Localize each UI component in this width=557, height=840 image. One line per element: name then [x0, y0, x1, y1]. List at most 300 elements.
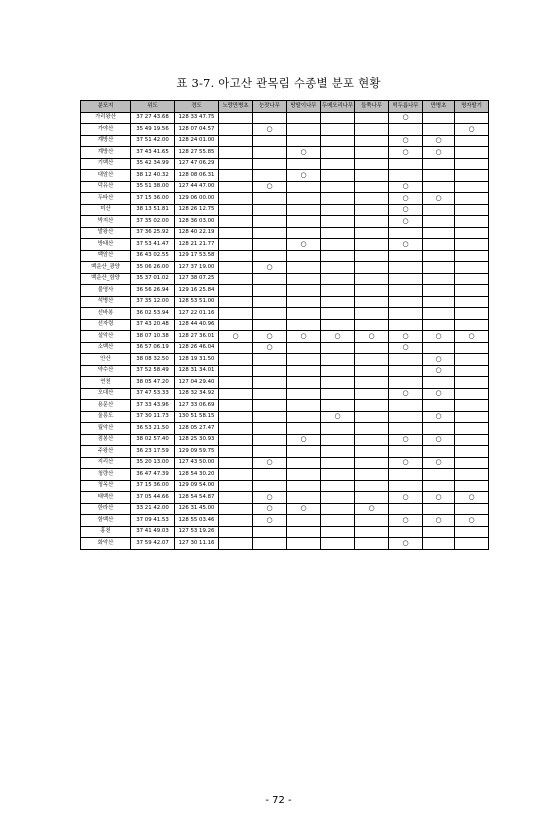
presence-mark: ○ [435, 147, 442, 156]
presence-cell [355, 285, 389, 297]
presence-cell [389, 308, 423, 320]
presence-cell [455, 273, 489, 285]
longitude-cell: 128 32 34.92 [175, 388, 219, 400]
presence-cell [287, 250, 321, 262]
presence-cell [219, 285, 253, 297]
presence-mark: ○ [368, 331, 375, 340]
presence-cell [253, 227, 287, 239]
presence-cell [455, 285, 489, 297]
presence-cell [355, 365, 389, 377]
site-name-cell: 청량산 [81, 469, 131, 481]
presence-cell [287, 285, 321, 297]
presence-cell [253, 181, 287, 193]
latitude-cell: 36 23 17.59 [131, 446, 175, 458]
longitude-cell: 128 36 03.00 [175, 216, 219, 228]
table-row [81, 365, 489, 377]
presence-mark: ○ [300, 147, 307, 156]
presence-mark: ○ [435, 412, 442, 421]
presence-cell [253, 296, 287, 308]
presence-cell [355, 515, 389, 527]
presence-mark: ○ [435, 354, 442, 363]
presence-cell [287, 204, 321, 216]
longitude-cell: 127 43 50.00 [175, 457, 219, 469]
longitude-cell: 128 44 40.96 [175, 319, 219, 331]
presence-mark: ○ [266, 182, 273, 191]
column-header: 들쭉나무 [355, 101, 389, 113]
presence-cell [423, 193, 455, 205]
presence-cell [253, 262, 287, 274]
site-name-cell: 백운산_함양 [81, 273, 131, 285]
table-row [81, 446, 489, 458]
presence-cell [253, 469, 287, 481]
presence-mark: ○ [402, 458, 409, 467]
presence-mark: ○ [402, 147, 409, 156]
presence-cell [287, 365, 321, 377]
latitude-cell: 35 20 13.00 [131, 457, 175, 469]
presence-mark: ○ [435, 458, 442, 467]
presence-mark: ○ [402, 216, 409, 225]
presence-cell [321, 354, 355, 366]
presence-cell [455, 377, 489, 389]
presence-mark: ○ [468, 124, 475, 133]
latitude-cell: 38 08 32.50 [131, 354, 175, 366]
presence-cell [355, 492, 389, 504]
latitude-cell: 37 43 20.48 [131, 319, 175, 331]
presence-cell [455, 147, 489, 159]
longitude-cell: 128 27 36.01 [175, 331, 219, 343]
presence-cell [389, 250, 423, 262]
presence-cell [219, 158, 253, 170]
table-row [81, 377, 489, 389]
table-row [81, 227, 489, 239]
presence-cell [321, 319, 355, 331]
site-name-cell: 미산 [81, 204, 131, 216]
presence-cell [287, 446, 321, 458]
presence-cell [253, 457, 287, 469]
table-row [81, 388, 489, 400]
presence-cell [423, 411, 455, 423]
presence-mark: ○ [232, 331, 239, 340]
longitude-cell: 128 53 51.00 [175, 296, 219, 308]
column-header: 떡두릅나무 [389, 101, 423, 113]
presence-cell [287, 239, 321, 251]
distribution-table [80, 100, 489, 550]
longitude-cell: 127 53 19.26 [175, 526, 219, 538]
presence-mark: ○ [402, 113, 409, 122]
presence-cell [389, 124, 423, 136]
longitude-cell: 128 24 01.00 [175, 135, 219, 147]
presence-mark: ○ [402, 538, 409, 547]
presence-cell [355, 446, 389, 458]
presence-cell [321, 204, 355, 216]
presence-cell [389, 538, 423, 550]
presence-cell [219, 400, 253, 412]
presence-cell [455, 423, 489, 435]
presence-cell [287, 377, 321, 389]
presence-cell [455, 434, 489, 446]
presence-cell [389, 273, 423, 285]
presence-cell [321, 170, 355, 182]
longitude-cell: 127 30 11.16 [175, 538, 219, 550]
latitude-cell: 38 13 51.81 [131, 204, 175, 216]
presence-cell [455, 170, 489, 182]
presence-cell [321, 250, 355, 262]
presence-cell [219, 469, 253, 481]
presence-cell [321, 158, 355, 170]
presence-cell [287, 388, 321, 400]
presence-cell [423, 285, 455, 297]
table-row [81, 250, 489, 262]
presence-cell [219, 365, 253, 377]
presence-cell [321, 515, 355, 527]
presence-cell [253, 308, 287, 320]
latitude-cell: 37 52 58.49 [131, 365, 175, 377]
presence-cell [287, 331, 321, 343]
presence-cell [253, 135, 287, 147]
longitude-cell: 130 51 58.15 [175, 411, 219, 423]
presence-cell [219, 515, 253, 527]
presence-cell [423, 135, 455, 147]
latitude-cell: 35 49 19.56 [131, 124, 175, 136]
presence-cell [287, 112, 321, 124]
presence-cell [389, 446, 423, 458]
presence-cell [455, 112, 489, 124]
presence-cell [219, 331, 253, 343]
presence-cell [287, 469, 321, 481]
table-row [81, 135, 489, 147]
latitude-cell: 38 02 57.40 [131, 434, 175, 446]
presence-cell [355, 503, 389, 515]
presence-cell [287, 319, 321, 331]
presence-cell [253, 124, 287, 136]
presence-mark: ○ [266, 262, 273, 271]
column-header: 두메오리나무 [321, 101, 355, 113]
presence-cell [321, 526, 355, 538]
presence-mark: ○ [402, 389, 409, 398]
presence-mark: ○ [266, 515, 273, 524]
latitude-cell: 36 56 26.94 [131, 285, 175, 297]
longitude-cell: 128 33 47.75 [175, 112, 219, 124]
presence-cell [219, 250, 253, 262]
table-row [81, 112, 489, 124]
table-row [81, 342, 489, 354]
presence-cell [287, 503, 321, 515]
presence-cell [253, 388, 287, 400]
presence-cell [455, 538, 489, 550]
presence-cell [253, 204, 287, 216]
presence-cell [355, 526, 389, 538]
presence-cell [253, 250, 287, 262]
presence-cell [355, 112, 389, 124]
presence-cell [219, 319, 253, 331]
presence-cell [355, 273, 389, 285]
site-name-cell: 점봉산 [81, 434, 131, 446]
presence-cell [253, 480, 287, 492]
table-row [81, 434, 489, 446]
table-row [81, 147, 489, 159]
longitude-cell: 129 09 59.75 [175, 446, 219, 458]
table-row [81, 538, 489, 550]
latitude-cell: 37 33 43.96 [131, 400, 175, 412]
table-row [81, 319, 489, 331]
presence-cell [423, 469, 455, 481]
presence-cell [355, 181, 389, 193]
presence-cell [455, 308, 489, 320]
presence-cell [389, 135, 423, 147]
presence-cell [423, 227, 455, 239]
presence-cell [389, 400, 423, 412]
presence-cell [219, 193, 253, 205]
presence-cell [355, 342, 389, 354]
latitude-cell: 37 59 42.07 [131, 538, 175, 550]
presence-cell [389, 411, 423, 423]
presence-cell [287, 124, 321, 136]
presence-mark: ○ [435, 331, 442, 340]
presence-cell [219, 239, 253, 251]
site-name-cell: 함백산 [81, 515, 131, 527]
presence-cell [355, 480, 389, 492]
site-name-cell: 소백산 [81, 342, 131, 354]
latitude-cell: 38 07 10.38 [131, 331, 175, 343]
presence-cell [455, 216, 489, 228]
presence-cell [455, 515, 489, 527]
presence-cell [321, 365, 355, 377]
presence-mark: ○ [402, 343, 409, 352]
presence-cell [287, 423, 321, 435]
presence-cell [389, 365, 423, 377]
presence-cell [355, 227, 389, 239]
presence-cell [355, 124, 389, 136]
table-row [81, 262, 489, 274]
presence-cell [455, 365, 489, 377]
presence-cell [455, 204, 489, 216]
presence-cell [219, 480, 253, 492]
presence-cell [219, 503, 253, 515]
presence-mark: ○ [266, 331, 273, 340]
latitude-cell: 37 35 12.00 [131, 296, 175, 308]
longitude-cell: 126 31 45.00 [175, 503, 219, 515]
presence-mark: ○ [300, 435, 307, 444]
column-header: 위도 [131, 101, 175, 113]
presence-mark: ○ [402, 515, 409, 524]
column-header: 눈잣나무 [253, 101, 287, 113]
presence-cell [355, 239, 389, 251]
presence-mark: ○ [402, 331, 409, 340]
presence-cell [355, 331, 389, 343]
presence-cell [321, 480, 355, 492]
presence-cell [219, 204, 253, 216]
site-name-cell: 울릉도 [81, 411, 131, 423]
presence-cell [389, 492, 423, 504]
table-row [81, 285, 489, 297]
latitude-cell: 37 53 41.47 [131, 239, 175, 251]
presence-cell [287, 135, 321, 147]
site-name-cell: 기백산 [81, 158, 131, 170]
presence-cell [287, 411, 321, 423]
table-row [81, 492, 489, 504]
presence-cell [219, 388, 253, 400]
presence-cell [389, 503, 423, 515]
site-name-cell: 태백산 [81, 492, 131, 504]
presence-cell [321, 342, 355, 354]
latitude-cell: 36 43 02.55 [131, 250, 175, 262]
presence-cell [321, 147, 355, 159]
column-header: 경도 [175, 101, 219, 113]
presence-cell [321, 377, 355, 389]
presence-cell [321, 503, 355, 515]
presence-cell [455, 158, 489, 170]
presence-cell [389, 423, 423, 435]
presence-cell [253, 158, 287, 170]
presence-mark: ○ [300, 331, 307, 340]
presence-cell [287, 262, 321, 274]
presence-mark: ○ [435, 435, 442, 444]
table-row [81, 515, 489, 527]
site-name-cell: 계방산 [81, 135, 131, 147]
presence-cell [423, 365, 455, 377]
longitude-cell: 128 21 21.77 [175, 239, 219, 251]
presence-cell [287, 538, 321, 550]
presence-cell [455, 411, 489, 423]
presence-cell [389, 262, 423, 274]
presence-cell [423, 342, 455, 354]
longitude-cell: 127 47 06.29 [175, 158, 219, 170]
site-name-cell: 백운산_광양 [81, 262, 131, 274]
presence-cell [455, 296, 489, 308]
presence-cell [423, 158, 455, 170]
page-number: - 72 - [265, 795, 292, 806]
site-name-cell: 가리왕산 [81, 112, 131, 124]
presence-cell [321, 423, 355, 435]
presence-cell [423, 296, 455, 308]
presence-cell [287, 480, 321, 492]
presence-cell [355, 423, 389, 435]
presence-cell [423, 423, 455, 435]
table-row [81, 273, 489, 285]
presence-cell [219, 262, 253, 274]
presence-cell [423, 308, 455, 320]
table-row [81, 503, 489, 515]
site-name-cell: 선바봉 [81, 308, 131, 320]
presence-mark: ○ [435, 193, 442, 202]
presence-cell [287, 216, 321, 228]
presence-mark: ○ [435, 515, 442, 524]
presence-cell [455, 446, 489, 458]
site-name-cell: 두타산 [81, 193, 131, 205]
longitude-cell: 128 27 55.85 [175, 147, 219, 159]
table-row [81, 526, 489, 538]
latitude-cell: 37 15 36.00 [131, 480, 175, 492]
presence-cell [219, 147, 253, 159]
presence-mark: ○ [266, 343, 273, 352]
presence-cell [321, 388, 355, 400]
presence-cell [321, 308, 355, 320]
longitude-cell: 129 06 00.00 [175, 193, 219, 205]
presence-mark: ○ [266, 458, 273, 467]
latitude-cell: 37 47 53.33 [131, 388, 175, 400]
site-name-cell: 월악산 [81, 423, 131, 435]
presence-cell [423, 434, 455, 446]
presence-cell [389, 480, 423, 492]
presence-cell [455, 342, 489, 354]
presence-cell [219, 457, 253, 469]
site-name-cell: 대암산 [81, 170, 131, 182]
presence-cell [287, 457, 321, 469]
table-row [81, 469, 489, 481]
longitude-cell: 127 33 06.69 [175, 400, 219, 412]
presence-cell [455, 457, 489, 469]
presence-cell [253, 434, 287, 446]
presence-cell [321, 331, 355, 343]
latitude-cell: 37 27 43.68 [131, 112, 175, 124]
latitude-cell: 38 12 40.32 [131, 170, 175, 182]
latitude-cell: 37 43 41.65 [131, 147, 175, 159]
presence-cell [389, 331, 423, 343]
latitude-cell: 35 42 34.99 [131, 158, 175, 170]
table-header-row [81, 101, 489, 113]
presence-cell [287, 170, 321, 182]
presence-cell [455, 388, 489, 400]
presence-cell [219, 216, 253, 228]
presence-mark: ○ [402, 239, 409, 248]
presence-cell [423, 181, 455, 193]
presence-mark: ○ [402, 193, 409, 202]
presence-cell [253, 492, 287, 504]
latitude-cell: 33 21 42.00 [131, 503, 175, 515]
latitude-cell: 35 51 38.00 [131, 181, 175, 193]
presence-cell [455, 480, 489, 492]
presence-cell [321, 469, 355, 481]
site-name-cell: 홍천 [81, 526, 131, 538]
presence-mark: ○ [468, 331, 475, 340]
presence-cell [219, 354, 253, 366]
presence-cell [219, 181, 253, 193]
longitude-cell: 128 07 04.57 [175, 124, 219, 136]
presence-cell [355, 147, 389, 159]
presence-cell [253, 446, 287, 458]
site-name-cell: 연천 [81, 377, 131, 389]
longitude-cell: 128 26 46.04 [175, 342, 219, 354]
presence-cell [355, 216, 389, 228]
presence-cell [321, 492, 355, 504]
presence-cell [253, 170, 287, 182]
site-name-cell: 청옥산 [81, 480, 131, 492]
presence-cell [423, 388, 455, 400]
column-header: 만병초 [423, 101, 455, 113]
presence-cell [423, 239, 455, 251]
presence-mark: ○ [435, 389, 442, 398]
presence-mark: ○ [435, 366, 442, 375]
presence-cell [423, 170, 455, 182]
presence-cell [287, 308, 321, 320]
presence-cell [455, 331, 489, 343]
site-name-cell: 오대산 [81, 388, 131, 400]
latitude-cell: 36 47 47.39 [131, 469, 175, 481]
presence-cell [321, 457, 355, 469]
presence-cell [389, 469, 423, 481]
presence-mark: ○ [266, 124, 273, 133]
presence-cell [355, 193, 389, 205]
latitude-cell: 37 41 49.03 [131, 526, 175, 538]
presence-cell [355, 135, 389, 147]
table-row [81, 193, 489, 205]
presence-cell [389, 216, 423, 228]
presence-cell [321, 227, 355, 239]
site-name-cell: 주왕산 [81, 446, 131, 458]
table-row [81, 354, 489, 366]
site-name-cell: 백암산 [81, 250, 131, 262]
presence-cell [355, 411, 389, 423]
